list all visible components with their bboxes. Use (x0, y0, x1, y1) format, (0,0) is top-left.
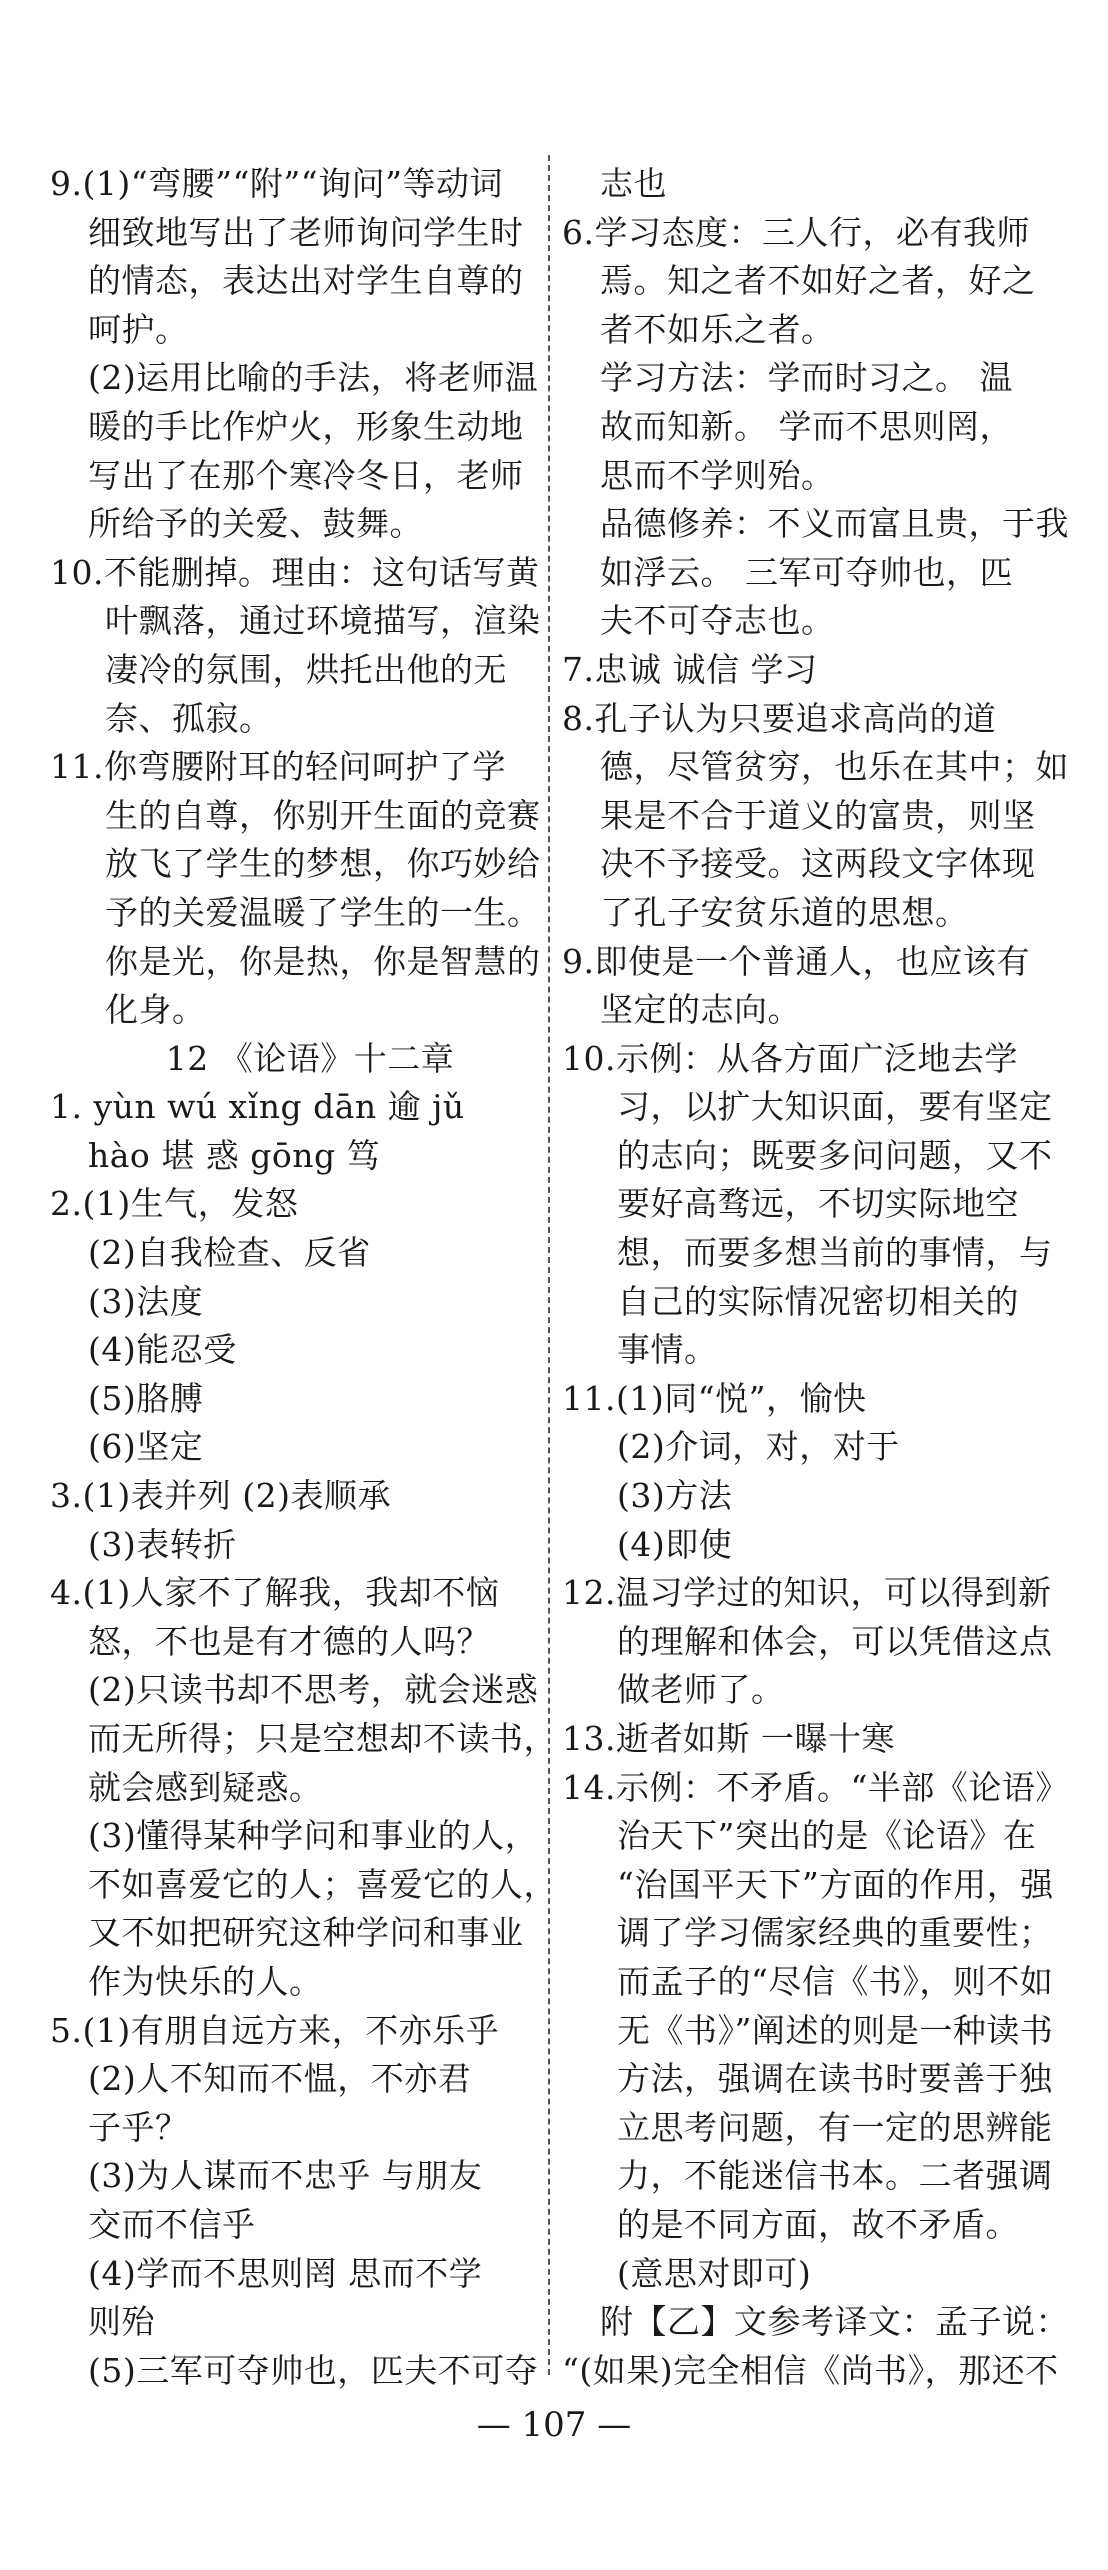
text-line: 作为快乐的人。 (88, 1961, 323, 2001)
text-line: 予的关爱温暖了学生的一生。 (105, 892, 541, 932)
text-line: 3.(1)表并列 (2)表顺承 (50, 1476, 391, 1516)
text-line: 坚定的志向。 (600, 990, 801, 1030)
text-line: 了孔子安贫乐道的思想。 (600, 892, 969, 932)
text-line: 焉。知之者不如好之者，好之 (600, 261, 1036, 301)
text-line: 4.(1)人家不了解我，我却不恼 (50, 1573, 500, 1613)
text-line: 品德修养：不义而富且贵，于我 (600, 504, 1069, 544)
text-line: 生的自尊，你别开生面的竞赛 (105, 795, 541, 835)
text-line: 11.你弯腰附耳的轻问呵护了学 (50, 747, 506, 787)
text-line: 则殆 (88, 2302, 155, 2342)
text-line: 11.(1)同“悦”，愉快 (562, 1378, 867, 1418)
text-line: 你是光，你是热，你是智慧的 (105, 941, 541, 981)
text-line: 的理解和体会，可以凭借这点 (617, 1621, 1053, 1661)
text-line: (3)表转折 (88, 1524, 237, 1564)
text-line: 12 《论语》十二章 (165, 1038, 455, 1078)
text-line: 7.忠诚 诚信 学习 (562, 649, 818, 689)
text-line: 交而不信乎 (88, 2204, 256, 2244)
text-line: (意思对即可) (617, 2253, 812, 2293)
text-line: 就会感到疑惑。 (88, 1767, 323, 1807)
text-line: “(如果)完全相信《尚书》，那还不 (562, 2350, 1059, 2390)
text-line: 凄冷的氛围，烘托出他的无 (105, 649, 507, 689)
text-line: 又不如把研究这种学问和事业 (88, 1913, 524, 1953)
text-line: 无《书》”阐述的则是一种读书 (617, 2010, 1054, 2050)
text-line: 而孟子的“尽信《书》，则不如 (617, 1961, 1054, 2001)
text-line: 的情态，表达出对学生自尊的 (88, 261, 524, 301)
text-line: (3)法度 (88, 1281, 204, 1321)
text-line: 暖的手比作炉火，形象生动地 (88, 406, 524, 446)
page-number: — 107 — (476, 2405, 632, 2445)
text-line: 治天下”突出的是《论语》在 (617, 1816, 1037, 1856)
text-line: 9.即使是一个普通人，也应该有 (562, 941, 1030, 981)
text-line: 13.逝者如斯 一曝十寒 (562, 1719, 895, 1758)
text-line: 12.温习学过的知识，可以得到新 (562, 1573, 1052, 1613)
left-column (50, 160, 570, 2395)
text-line: 德，尽管贫穷，也乐在其中；如 (600, 747, 1069, 787)
text-line: 想，而要多想当前的事情，与 (617, 1233, 1053, 1273)
text-line: (4)能忍受 (88, 1330, 237, 1370)
text-line: 调了学习儒家经典的重要性； (617, 1913, 1053, 1953)
text-line: 5.(1)有朋自远方来，不亦乐乎 (50, 2010, 500, 2050)
text-line: 思而不学则殆。 (600, 455, 835, 495)
text-line: 立思考问题，有一定的思辨能 (617, 2107, 1053, 2147)
text-line: 1. yùn wú xǐng dān 逾 jǔ (50, 1087, 465, 1127)
text-line: (2)只读书却不思考，就会迷惑 (88, 1670, 539, 1710)
column-divider (548, 155, 550, 2375)
text-line: 的志向；既要多问问题，又不 (617, 1135, 1053, 1175)
text-line: 志也 (600, 164, 667, 203)
text-line: (3)为人谋而不忠乎 与朋友 (88, 2156, 483, 2196)
text-line: (2)人不知而不愠，不亦君 (88, 2059, 472, 2099)
text-line: 而无所得；只是空想却不读书， (88, 1719, 557, 1758)
text-line: 子乎？ (88, 2107, 189, 2147)
text-line: 附【乙】文参考译文：孟子说： (600, 2302, 1069, 2342)
text-line: 放飞了学生的梦想，你巧妙给 (105, 844, 541, 884)
text-line: 故而知新。 学而不思则罔， (600, 406, 1013, 446)
text-line: 果是不合于道义的富贵，则坚 (600, 795, 1036, 835)
text-line: 10.示例：从各方面广泛地去学 (562, 1038, 1018, 1078)
text-line: 所给予的关爱、鼓舞。 (88, 504, 423, 544)
text-line: 要好高骛远，不切实际地空 (617, 1184, 1019, 1224)
text-line: 者不如乐之者。 (600, 309, 835, 349)
text-line: 自己的实际情况密切相关的 (617, 1281, 1019, 1321)
text-line: 奈、孤寂。 (105, 698, 273, 738)
text-line: 学习方法：学而时习之。 温 (600, 358, 1013, 398)
text-line: 写出了在那个寒冷冬日，老师 (88, 455, 524, 495)
text-line: (3)方法 (617, 1476, 733, 1516)
text-line: 化身。 (105, 990, 206, 1030)
text-line: 细致地写出了老师询问学生时 (88, 212, 524, 252)
text-line: (4)学而不思则罔 思而不学 (88, 2253, 483, 2293)
text-line: hào 堪 惑 gōng 笃 (88, 1135, 381, 1175)
text-line: 做老师了。 (617, 1670, 785, 1710)
text-line: 夫不可夺志也。 (600, 601, 835, 641)
text-line: 14.示例：不矛盾。“半部《论语》 (562, 1767, 1069, 1807)
text-line: (2)自我检查、反省 (88, 1233, 371, 1273)
text-line: “治国平天下”方面的作用，强 (617, 1864, 1054, 1904)
text-line: (2)介词，对，对于 (617, 1427, 900, 1467)
text-line: (4)即使 (617, 1524, 733, 1564)
text-line: (3)懂得某种学问和事业的人， (88, 1816, 539, 1856)
text-line: 呵护。 (88, 309, 189, 349)
text-line: 9.(1)“弯腰”“附”“询问”等动词 (50, 164, 503, 203)
text-line: (5)胳膊 (88, 1378, 204, 1418)
text-line: (2)运用比喻的手法，将老师温 (88, 358, 539, 398)
text-line: 方法，强调在读书时要善于独 (617, 2059, 1053, 2099)
text-line: 决不予接受。这两段文字体现 (600, 844, 1036, 884)
text-line: 叶飘落，通过环境描写，渲染 (105, 601, 541, 641)
text-line: 怒，不也是有才德的人吗？ (88, 1621, 490, 1661)
text-line: (5)三军可夺帅也，匹夫不可夺 (88, 2350, 539, 2390)
right-column (562, 160, 1069, 2395)
text-line: 8.孔子认为只要追求高尚的道 (562, 698, 997, 738)
text-line: 习，以扩大知识面，要有坚定 (617, 1087, 1053, 1127)
text-line: 事情。 (617, 1330, 718, 1370)
text-line: 不如喜爱它的人；喜爱它的人， (88, 1864, 557, 1904)
text-line: 2.(1)生气，发怒 (50, 1184, 299, 1224)
text-line: 6.学习态度：三人行，必有我师 (562, 212, 1030, 252)
text-line: 如浮云。 三军可夺帅也，匹 (600, 552, 1013, 592)
text-line: 10.不能删掉。理由：这句话写黄 (50, 552, 540, 592)
text-line: 力，不能迷信书本。二者强调 (617, 2156, 1053, 2196)
text-line: (6)坚定 (88, 1427, 204, 1467)
text-line: 的是不同方面，故不矛盾。 (617, 2204, 1019, 2244)
